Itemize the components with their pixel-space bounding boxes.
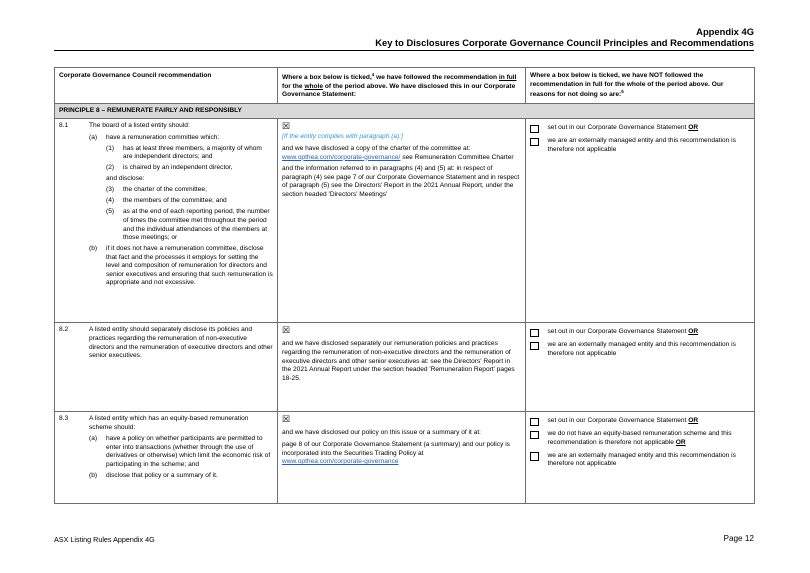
recommendation-number: 8.1 — [59, 122, 69, 130]
checked-box-icon[interactable]: ☒ — [282, 414, 291, 425]
appendix-title: Appendix 4G — [696, 26, 754, 37]
checkbox-icon[interactable] — [530, 342, 539, 351]
followed-cell: ☒ and we have disclosed our policy on this issue or a summary of it at: page 8 of our Corporate Governance Statement (a summary) and our policy is incorporated into the Securities Trading Policy at www.opthea.com/corporate-governance — [278, 412, 526, 504]
principle-heading: PRINCIPLE 8 – REMUNERATE FAIRLY AND RESPONSIBLY — [55, 103, 755, 119]
table-row — [55, 119, 755, 323]
document-title: Key to Disclosures Corporate Governance Council Principles and Recommendations — [375, 37, 754, 48]
policy-link[interactable]: www.opthea.com/corporate-governance — [282, 458, 399, 466]
recommendation-intro: The board of a listed entity should: — [89, 122, 190, 130]
checkbox-icon[interactable] — [530, 125, 539, 134]
principle-row — [55, 103, 755, 119]
recommendation-number: 8.3 — [59, 415, 69, 423]
footer-source: ASX Listing Rules Appendix 4G — [54, 535, 155, 544]
checkbox-icon[interactable] — [530, 329, 539, 338]
guidance-note: [If the entity complies with paragraph (a):] — [282, 133, 403, 141]
not-followed-cell: set out in our Corporate Governance Statement OR we do not have an equity-based remuneration scheme and this recommendation is therefore not applicable OR we are an externally managed entity and this recommendation is therefore not applicable — [526, 412, 755, 504]
checkbox-icon[interactable] — [530, 138, 539, 147]
checked-box-icon[interactable]: ☒ — [282, 325, 291, 336]
table-header-row — [55, 68, 755, 104]
checkbox-icon[interactable] — [530, 452, 539, 461]
table-row — [55, 412, 755, 504]
recommendation-cell: 8.2 A listed entity should separately disclose its policies and practices regarding the remuneration of non-executive directors and the remuneration of executive directors and other senior executives. — [55, 323, 278, 412]
table-row — [55, 323, 755, 412]
followed-cell: ☒ [If the entity complies with paragraph (a):] and we have disclosed a copy of the charter of the committee at: www.opthea.com/corporate-governance/ see Remuneration Committee Charter and the information referred to in paragraphs (4) and (5) at: in respect of paragraph (4) see page 7 of our Corporate Governance Statement and in respect of paragraph (5) see the Directors' Report in the 2021 Annual Report, under the section headed 'Directors' Meetings' — [278, 119, 526, 323]
recommendation-cell: 8.3 A listed entity which has an equity-based remuneration scheme should: (a) have a policy on whether participants are permitted to enter into transactions (whether through the use of derivatives or otherwise) which limit the economic risk of participating in the scheme; and (b) disclose that policy or a summary of it. — [55, 412, 278, 504]
charter-link[interactable]: www.opthea.com/corporate-governance/ — [282, 153, 401, 161]
header-rule — [54, 50, 754, 51]
not-followed-cell: set out in our Corporate Governance Statement OR we are an externally managed entity and this recommendation is therefore not applicable — [526, 323, 755, 412]
checked-box-icon[interactable]: ☒ — [282, 121, 291, 132]
recommendation-cell: 8.1 The board of a listed entity should: (a) have a remuneration committee which: (1) has at least three members, a majority of whom are independent directors; and (2) is chaired by an independent director, and disclose: (3) the charter of the committee; (4) the members of the committee; and (5) as at the end of each reporting period, the number of times the committee met throughout the period and the individual attendances of the members at those meetings; or (b) if it does not have a remuneration committee, disclose that fact and the processes it employs for setting the level and composition of remuneration for directors and senior executives and ensuring that such remuneration is appropriate and not excessive. — [55, 119, 278, 323]
checkbox-icon[interactable] — [530, 431, 539, 440]
recommendation-number: 8.2 — [59, 326, 69, 334]
recommendations-table — [54, 67, 755, 504]
header-followed: Where a box below is ticked,$^4$ we have followed the recommendation in full for the whole of the period above. We have disclosed this in our Corporate Governance Statement: — [278, 68, 526, 104]
followed-cell: ☒ and we have disclosed separately our remuneration policies and practices regarding the remuneration of non-executive directors and the remuneration of executive directors and other senior executives at: see the Directors' Report in the 2021 Annual Report under the section headed 'Remuneration Report' pages 18-25. — [278, 323, 526, 412]
checkbox-icon[interactable] — [530, 418, 539, 427]
not-followed-cell: set out in our Corporate Governance Statement OR we are an externally managed entity and this recommendation is therefore not applicable — [526, 119, 755, 323]
page-number: Page 12 — [723, 534, 754, 543]
header-not-followed: Where a box below is ticked, we have NOT followed the recommendation in full for the whole of the period above. Our reasons for not doing so are:$^5$ — [526, 68, 755, 104]
header-recommendation: Corporate Governance Council recommendation — [55, 68, 278, 104]
